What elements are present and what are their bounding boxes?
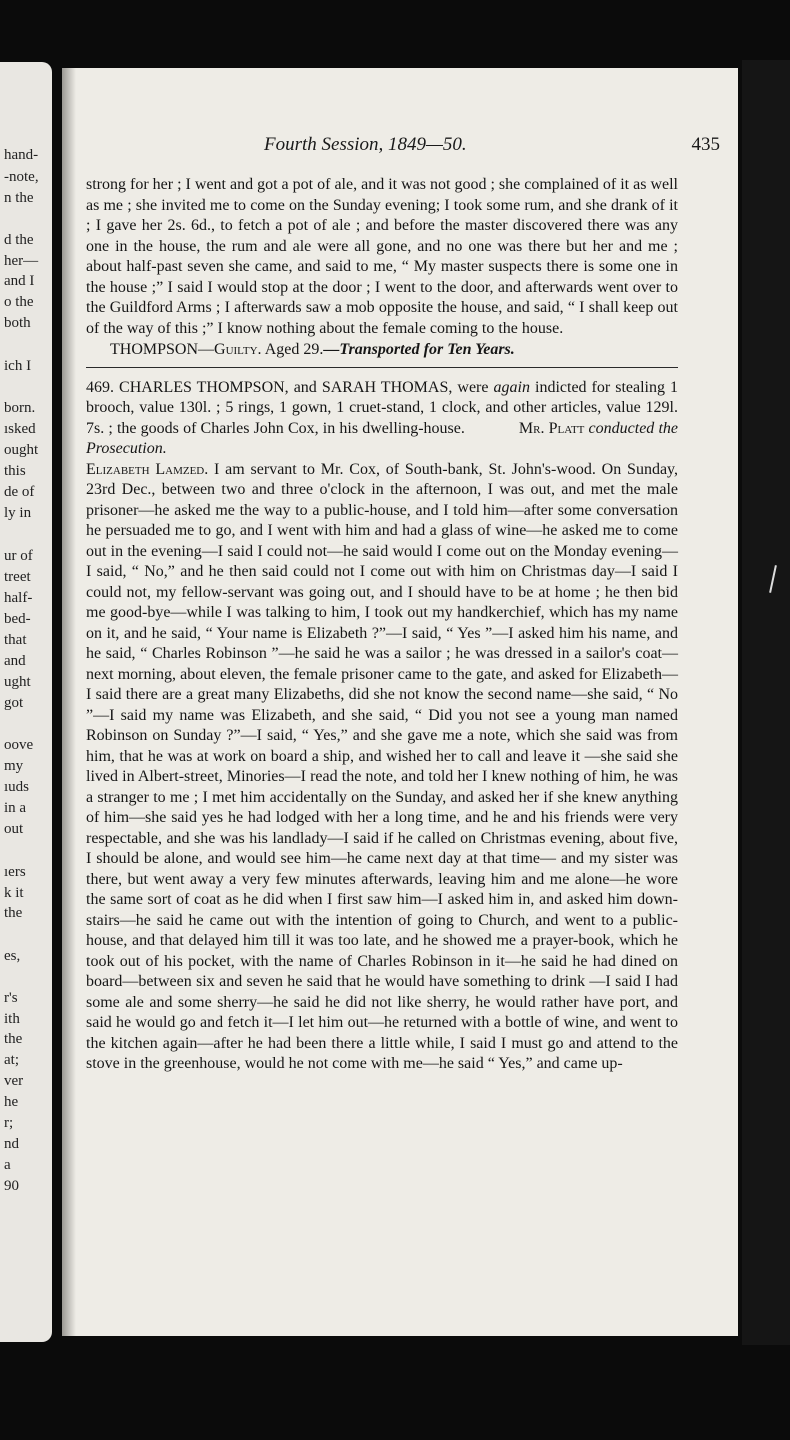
gutter-shadow: [62, 68, 76, 1336]
margin-fragment: and I: [4, 273, 35, 289]
verdict-defendant: THOMPSON: [110, 341, 199, 358]
case-counsel: Mr. Platt: [518, 419, 585, 437]
verdict-sentence: —Transported for Ten Years.: [323, 341, 515, 358]
margin-fragment: r;: [4, 1115, 14, 1131]
case-again: again: [493, 378, 530, 396]
margin-fragment: k it: [4, 885, 24, 901]
scan-mark: [769, 565, 777, 593]
margin-fragment: got: [4, 695, 24, 711]
case-number: 469.: [86, 378, 114, 396]
verdict-finding: Guilty.: [214, 341, 262, 358]
case-prosecution: conducted the Prosecution.: [86, 419, 678, 457]
margin-fragment: the: [4, 1031, 23, 1047]
margin-fragment: my: [4, 758, 24, 774]
facing-page-fragment: [0, 62, 52, 1342]
verdict-line: THOMPSON—Guilty. Aged 29.—Transported for Ten Years.: [110, 341, 515, 358]
margin-fragment: ought: [4, 442, 39, 458]
margin-fragment: a: [4, 1157, 11, 1173]
section-divider: [86, 367, 678, 368]
margin-fragment: bed-: [4, 611, 31, 627]
margin-fragment: oove: [4, 737, 34, 753]
verdict-age: Aged 29.: [264, 341, 324, 358]
margin-fragment: he: [4, 1094, 19, 1110]
margin-fragment: es,: [4, 948, 21, 964]
margin-fragment: this: [4, 463, 26, 479]
margin-fragment: her—: [4, 253, 39, 269]
scan-background-strip: [742, 60, 790, 1345]
case-were: were: [457, 378, 489, 396]
margin-fragment: de of: [4, 484, 35, 500]
margin-fragment: the: [4, 905, 23, 921]
margin-fragment: 90: [4, 1178, 19, 1194]
margin-fragment: ith: [4, 1011, 20, 1027]
case-heading: [86, 378, 678, 460]
margin-fragment: nd: [4, 1136, 19, 1152]
page-header: [86, 134, 720, 160]
margin-fragment: treet: [4, 569, 31, 585]
margin-fragment: that: [4, 632, 27, 648]
margin-fragment: d the: [4, 232, 34, 248]
margin-fragment: out: [4, 821, 24, 837]
margin-fragment: ur of: [4, 548, 33, 564]
margin-fragment: o the: [4, 294, 34, 310]
margin-fragment: half-: [4, 590, 33, 606]
testimony-text: I am servant to Mr. Cox, of South-bank, St. John's-wood. On Sunday, 23rd Dec., between two and three o'clock in the afternoon, I was out, and met the male prisoner—he asked me the way to a public-house, and I told him—after some conversation he persuaded me to go, and I went with him and had a glass of wine—he asked me to come out in the evening—I said I could not—he said would I come out on the Monday evening—I said, “ No,” and he then said could not I come out with him on Christmas day—I said I could not, my fellow-servant was going out, and I should have to be at home ; he then bid me good-bye—while I was talking to him, I took out my handkerchief, which has my name on it, and he said, “ Your name is Elizabeth ?”—I said, “ Yes ”—I asked him his name, and he said, “ Charles Robinson ”—he said he was a sailor ; he was dressed in a sailor's coat—next morning, about eleven, the female prisoner came to the gate, and asked for Elizabeth—I said there are a great many Elizabeths, did she not know the second name—she said, “ No ”—I said my name was Elizabeth, and she said, “ Did you not see a young man named Robinson on Sunday ?”—I said, “ Yes,” and she gave me a note, which she said was from him, that he was at work on board a ship, and wished her to call and leave it —she said she lived in Albert-street, Minories—I read the note, and told her I knew nothing of him, he was a stranger to me ; I met him accidentally on the Sunday, and asked her if she knew anything of him—she said yes he had lodged with her a long time, and he and his friends were very respectable, and she was his landlady—I said if he called on Christmas evening, about five, I should be alone, and would see him—he came next day at that time— and my sister was there, but went away a very few minutes afterwards, leaving him and me alone—he wore the same sort of coat as he did when I first saw him—I asked him in, and asked him down-stairs—he said he came out with the intention of going to Church, and went to a public-house, and that delayed him till it was too late, and he showed me a prayer-book, which he took out of his pocket, with the name of Charles Robinson in it—he said he had dined on board—between six and seven he said that he would have something to drink —I said I had some ale and some sherry—he said he did not like sherry, he would rather have port, and said he would go and fetch it—I let him out—he returned with a bottle of wine, and went to the kitchen again—after he had been there a little while, I said I must go and attend to the stove in the greenhouse, would he not come with me—he said “ Yes,” and came up-: [86, 460, 679, 1072]
margin-fragment: ıuds: [4, 779, 30, 795]
continuation-paragraph: strong for her ; I went and got a pot of ale, and it was not good ; she complained of it as well as me ; she invited me to come on the Sunday evening; I took some rum, and she drank of it ; I gave her 2s. 6d., to fetch a pot of ale ; and before the master discovered there was any one in the house, the rum and ale were all gone, and no one was there but her and me ; about half-past seven she came, and said to me, “ My master suspects there is some one in the house ;” I said I would stop at the door ; I went to the door, and afterwards went over to the Guildford Arms ; I afterwards saw a mob opposite the house, and said, “ I shall keep out of the way of this ;” I know nothing about the female coming to the house.: [86, 176, 678, 337]
margin-fragment: r's: [4, 990, 18, 1006]
case-defendants: CHARLES THOMPSON, and SARAH THOMAS,: [119, 378, 453, 396]
margin-fragment: ıers: [4, 864, 26, 880]
margin-fragment: ısked: [4, 421, 36, 437]
margin-fragment: hand-: [4, 147, 39, 163]
witness-name: Elizabeth Lamzed.: [86, 460, 209, 478]
margin-fragment: born.: [4, 400, 36, 416]
margin-fragment: -note,: [4, 169, 39, 185]
margin-fragment: in a: [4, 800, 27, 816]
running-title: Fourth Session, 1849—50.: [264, 134, 467, 155]
margin-fragment: ught: [4, 674, 31, 690]
case-charge: indicted for stealing 1 brooch, value 130l. ; 5 rings, 1 gown, 1 cruet-stand, 1 clock, and other articles, value 129l. 7s. ; the goods of Charles John Cox, in his dwelling-house.: [86, 378, 679, 437]
page-number: 435: [691, 134, 720, 155]
margin-fragment: ly in: [4, 505, 32, 521]
book-page: [62, 68, 738, 1336]
witness-testimony: [86, 460, 678, 1075]
margin-fragment: n the: [4, 190, 34, 206]
page-body: [86, 175, 678, 1075]
margin-fragment: at;: [4, 1052, 19, 1068]
margin-fragment: both: [4, 315, 31, 331]
margin-fragment: ver: [4, 1073, 24, 1089]
margin-fragment: ich I: [4, 358, 32, 374]
margin-fragment: and: [4, 653, 26, 669]
